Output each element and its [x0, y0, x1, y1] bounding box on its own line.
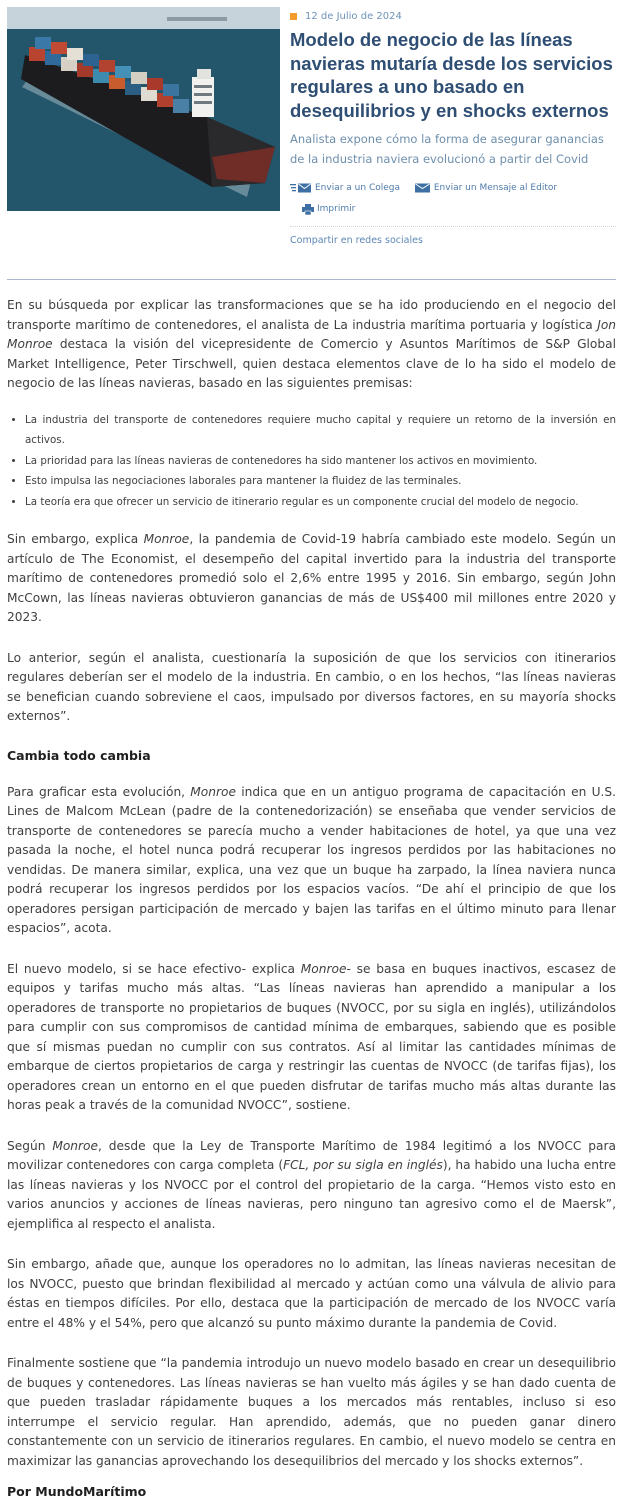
send-editor-link[interactable]: [415, 179, 557, 197]
paragraph-6: [7, 1137, 616, 1235]
list-item: • Esto impulsa las negociaciones laborales para mantener la fluidez de las terminales.: [25, 471, 616, 492]
list-item: • La prioridad para las líneas navieras de contenedores ha sido mantener los activos en movimiento.: [25, 451, 616, 472]
article-meta: [290, 8, 620, 246]
italic-note: FCL, por su sigla en inglés: [283, 1158, 443, 1172]
text-run: , la pandemia de Covid-19 habría cambiado este modelo. Según un artículo de The Economist, el desempeño del capital invertido para la industria del transporte marítimo de contenedores promedió solo el 2,6% entre 1995 y 2016. Sin embargo, según John McCown, las líneas navieras obtuvieron ganancias de más de US$400 mil millones entre 2020 y 2023.: [7, 532, 616, 624]
envelope-icon: [415, 183, 431, 193]
article-date: 12 de Julio de 2024: [305, 10, 402, 22]
paragraph-8: Finalmente sostiene que “la pandemia introdujo un nuevo modelo basado en crear un desequilibrio de buques y contenedores. Las líneas navieras se han vuelto más ágiles y se han dado cuenta de que pueden trasladar rápidamente buques a los mercados más rentables, incluso si eso interrumpe el servicio regular. Han aprendido, además, que no pueden ganar dinero constantemente con un servicio de itinerarios regulares. En cambio, el nuevo modelo se centra en maximizar las ganancias aprovechando los desequilibrios del mercado y los shocks externos”.: [7, 1356, 616, 1468]
list-item: • La industria del transporte de contenedores requiere mucho capital y requiere un retorno de la inversión en activos.: [25, 410, 616, 451]
author-name: Monroe: [300, 961, 347, 976]
text-run: - se basa en buques inactivos, escasez de equipos y tarifas mucho más altas. “Las líneas navieras han aprendido a manipular a los operadores de transporte no propietarios de buques (NVOCC, por su sigla en inglés), utilizándolos para cumplir con sus compromisos de cantidad mínima de embarques, sabiendo que es posible que sí mismas puedan no cumplir con sus contratos. Así al limitar las cantidades mínimas de embarque de ciertos propietarios de carga y restringir las cuentas de NVOCC (de tarifas fijas), los operadores crean un entorno en el que pueden disfrutar de tarifas mucho más altas durante las horas peak a través de la comunidad NVOCC”, sostiene.: [7, 961, 616, 1112]
paragraph-3: Lo anterior, según el analista, cuestionaría la suposición de que los servicios con itinerarios regulares deberían ser el modelo de la industria. En cambio, o en los hechos, “las líneas navieras se benefician cuando sobreviene el caos, impulsado por diversos factores, en su mayoría shocks externos”.: [7, 650, 616, 723]
section-heading: Cambia todo cambia: [7, 747, 151, 763]
article-byline: Por MundoMarítimo: [7, 1484, 147, 1499]
print-label: Imprimir: [317, 204, 356, 214]
paragraph-1: [7, 296, 616, 394]
send-colleague-icon: [290, 183, 312, 193]
article-header: [0, 0, 628, 270]
send-colleague-label: Enviar a un Colega: [315, 183, 400, 193]
author-name: Monroe: [143, 532, 190, 546]
print-row: [290, 200, 620, 222]
date-row: [290, 8, 620, 24]
paragraph-7: Sin embargo, añade que, aunque los operadores no lo admitan, las líneas navieras necesitan de los NVOCC, puesto que brindan flexibilidad al mercado y actúan como una válvula de alivio para éstas en tiempos difíciles. Por ello, destaca que la participación de mercado de los NVOCC varía entre el 48% y el 54%, pero que alcanzó su punto máximo durante la pandemia de Covid.: [7, 1257, 616, 1330]
article-actions: [290, 179, 620, 222]
text-run: El nuevo modelo, si se hace efectivo- explica: [7, 961, 301, 976]
article-body: [7, 296, 616, 1499]
text-run: indica que en un antiguo programa de capacitación en U.S. Lines de Malcom McLean (padre de la contenedorización) se enseñaba que vender servicios de transporte de contenedores se parecía mucho a vender habitaciones de hotel, ya que una vez pasada la noche, el hotel nunca podrá recuperar los ingresos perdidos por las habitaciones no vendidas. De manera similar, explica, una vez que un buque ha zarpado, la línea naviera nunca podrá recuperar los ingresos perdidos por los espacios vacíos. “De ahí el principio de que los operadores persigan participación de mercado y bajen las tarifas en el último minuto para llenar espacios”, acota.: [7, 784, 616, 935]
text-run: ), ha habido una lucha entre las líneas navieras y los NVOCC por el control del propietario de la carga. “Hemos visto esto en varios anuncios y acciones de líneas navieras, pero ninguno tan agresivo como el de Maersk”, ejemplifica al respecto el analista.: [7, 1158, 616, 1231]
paragraph-5: [7, 960, 616, 1116]
text-run: , desde que la Ley de Transporte Marítimo de 1984 legitimó a los NVOCC para movilizar contenedores con carga completa (: [7, 1138, 616, 1172]
send-colleague-link[interactable]: [290, 179, 400, 197]
author-name: Jon Monroe: [7, 317, 616, 351]
paragraph-4: [7, 783, 616, 939]
article-title: Modelo de negocio de las líneas navieras mutaría desde los servicios regulares a uno basado en desequilibrios y en shocks externos: [290, 29, 613, 121]
text-run: destaca la visión del vicepresidente de Comercio y Asuntos Marítimos de S&P Global Market Intelligence, Peter Tirschwell, quien destaca elementos clave de lo ha sido el modelo de negocio de las líneas navieras, basado en las siguientes premisas:: [7, 337, 616, 390]
paragraph-2: [7, 530, 616, 628]
text-run: Según: [7, 1138, 53, 1153]
print-link[interactable]: [302, 200, 355, 218]
container-ship-photo: [7, 7, 280, 211]
text-run: Para graficar esta evolución,: [7, 784, 191, 799]
article-subtitle: Analista expone cómo la forma de asegurar ganancias de la industria naviera evolucionó a partir del Covid: [290, 132, 604, 166]
premises-list: [7, 410, 616, 513]
ship-illustration: [7, 7, 280, 211]
author-name: Monroe: [190, 784, 236, 799]
send-editor-label: Enviar un Mensaje al Editor: [433, 183, 558, 193]
text-run: En su búsqueda por explicar las transformaciones que se ha ido produciendo en el negocio del transporte marítimo de contenedores, el analista de La industria marítima portuaria y logística: [7, 298, 616, 332]
printer-icon: [302, 204, 314, 215]
author-name: Monroe: [52, 1138, 98, 1153]
text-run: Sin embargo, explica: [7, 532, 144, 546]
list-item: • La teoría era que ofrecer un servicio de itinerario regular es un componente crucial del modelo de negocio.: [25, 492, 616, 513]
date-marker-icon: [290, 13, 297, 20]
header-divider: [7, 279, 616, 280]
share-social-link[interactable]: Compartir en redes sociales: [290, 226, 616, 246]
